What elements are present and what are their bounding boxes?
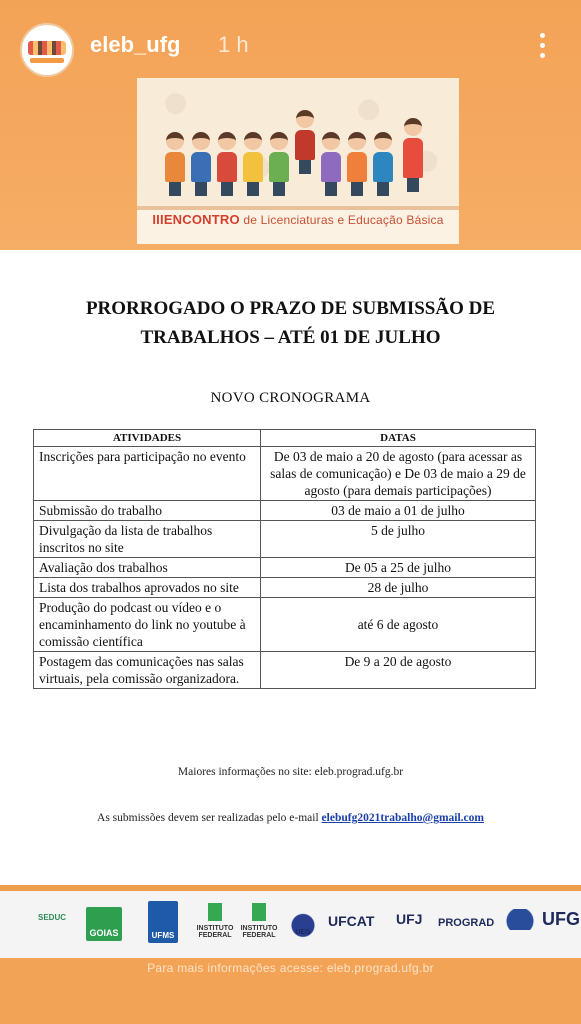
goias-logo: GOIAS [86, 907, 122, 941]
activity-cell: Postagem das comunicações nas salas virtuais, pela comissão organizadora. [34, 652, 261, 689]
ufcat-logo: UFCAT [328, 913, 375, 929]
activity-cell: Produção do podcast ou vídeo e o encaminhamento do link no youtube à comissão científica [34, 598, 261, 652]
child-figure [295, 110, 315, 174]
ufj-logo: UFJ [396, 911, 423, 927]
child-figure [165, 132, 185, 196]
date-cell: 03 de maio a 01 de julho [261, 501, 536, 521]
date-cell: De 05 a 25 de julho [261, 558, 536, 578]
banner-divider [137, 206, 459, 210]
date-cell: 5 de julho [261, 521, 536, 558]
post-time: 1 h [218, 32, 249, 57]
table-row [34, 598, 536, 652]
headline: PRORROGADO O PRAZO DE SUBMISSÃO DE TRABALHOS – ATÉ 01 DE JULHO [85, 298, 496, 348]
child-figure [269, 132, 289, 196]
submission-email-link[interactable]: elebufg2021trabalho@gmail.com [321, 812, 484, 824]
ufms-logo: UFMS [148, 901, 178, 943]
ufg-logo: UFG [504, 909, 580, 930]
more-vertical-icon[interactable] [530, 30, 554, 62]
footer-info-text: Para mais informações acesse: eleb.prograd.ufg.br [147, 961, 434, 975]
table-header-row [34, 430, 536, 447]
date-cell: De 9 a 20 de agosto [261, 652, 536, 689]
avatar-kids-graphic [28, 41, 66, 55]
instituto-federal-logo-1: INSTITUTO FEDERAL [196, 903, 234, 939]
date-cell: 28 de julho [261, 578, 536, 598]
table-row [34, 501, 536, 521]
event-banner [137, 78, 459, 244]
submission-label: As submissões devem ser realizadas pelo e-mail [97, 812, 322, 824]
table-row [34, 521, 536, 558]
submission-text [0, 812, 581, 824]
child-figure [243, 132, 263, 196]
avatar-bar [30, 58, 64, 63]
child-figure [191, 132, 211, 196]
prograd-logo: PROGRAD [438, 917, 495, 929]
partner-logos [0, 885, 581, 966]
table-row [34, 558, 536, 578]
child-figure [321, 132, 341, 196]
date-cell: até 6 de agosto [261, 598, 536, 652]
table-row [34, 447, 536, 501]
event-roman: III [152, 212, 164, 227]
event-bold: ENCONTRO [163, 212, 240, 227]
event-name [137, 212, 459, 227]
story-header [0, 18, 581, 78]
activity-cell: Divulgação da lista de trabalhos inscritos no site [34, 521, 261, 558]
activity-cell: Lista dos trabalhos aprovados no site [34, 578, 261, 598]
seduc-logo: SEDUC [38, 913, 67, 922]
activity-cell: Inscrições para participação no evento [34, 447, 261, 501]
schedule-table [33, 429, 536, 689]
column-header-activities: ATIVIDADES [34, 430, 261, 447]
activity-cell: Avaliação dos trabalhos [34, 558, 261, 578]
avatar[interactable] [20, 23, 74, 77]
date-cell: De 03 de maio a 20 de agosto (para acessar as salas de comunicação) e De 03 de maio a 29 de agosto (para demais participações) [261, 447, 536, 501]
column-header-dates: DATAS [261, 430, 536, 447]
username[interactable]: eleb_ufg [90, 32, 181, 57]
table-row [34, 578, 536, 598]
instituto-federal-logo-2: INSTITUTO FEDERAL [240, 903, 278, 939]
child-figure [347, 132, 367, 196]
table-row [34, 652, 536, 689]
child-figure [403, 118, 423, 192]
child-figure [373, 132, 393, 196]
ueg-logo: UEG [288, 903, 318, 959]
more-info-text: Maiores informações no site: eleb.prograd.ufg.br [177, 766, 404, 778]
child-figure [217, 132, 237, 196]
schedule-title: NOVO CRONOGRAMA [210, 390, 371, 406]
event-rest: de Licenciaturas e Educação Básica [239, 213, 444, 227]
activity-cell: Submissão do trabalho [34, 501, 261, 521]
